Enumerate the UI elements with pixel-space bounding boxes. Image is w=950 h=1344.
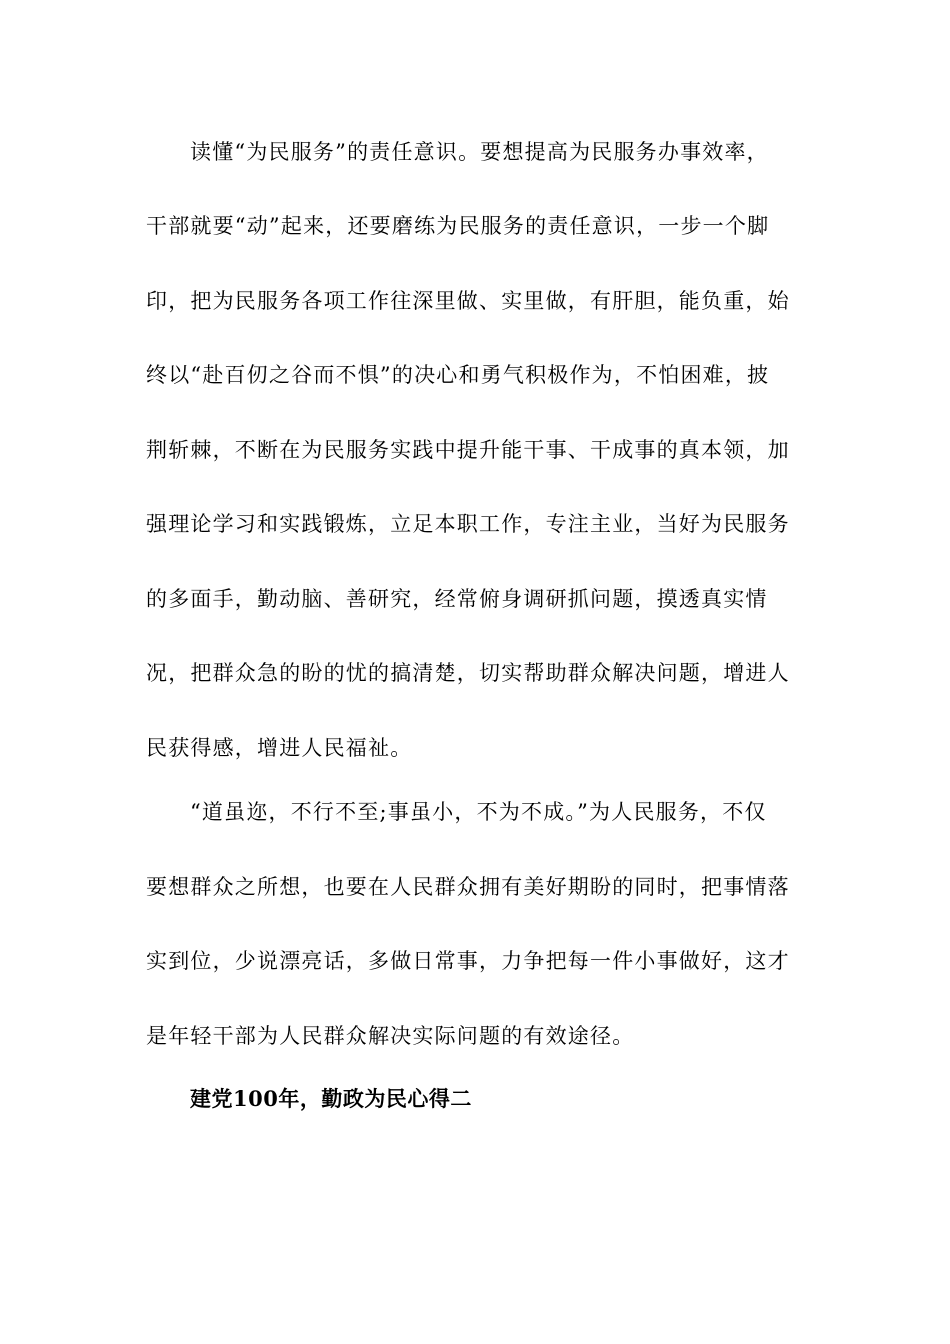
text-line: 是年轻干部为人民群众解决实际问题的有效途径。	[146, 1024, 635, 1048]
text-line: “道虽迩，不行不至;事虽小，不为不成。”为人民服务，不仅	[190, 800, 767, 824]
text-line: 印，把为民服务各项工作往深里做、实里做，有肝胆，能负重，始	[146, 289, 790, 313]
text-line: 民获得感，增进人民福祉。	[146, 736, 413, 760]
text-line: 况，把群众急的盼的忧的搞清楚，切实帮助群众解决问题，增进人	[146, 661, 790, 685]
text-line: 终以“赴百仞之谷而不惧”的决心和勇气积极作为，不怕困难，披	[146, 363, 770, 387]
text-line: 干部就要“动”起来，还要磨练为民服务的责任意识，一步一个脚	[146, 214, 770, 238]
section-heading: 建党100年，勤政为民心得二	[190, 1086, 472, 1111]
text-line: 的多面手，勤动脑、善研究，经常俯身调研抓问题，摸透真实情	[146, 587, 768, 611]
text-line: 荆斩棘，不断在为民服务实践中提升能干事、干成事的真本领，加	[146, 438, 790, 462]
text-line: 要想群众之所想，也要在人民群众拥有美好期盼的同时，把事情落	[146, 875, 790, 899]
text-line: 实到位，少说漂亮话，多做日常事，力争把每一件小事做好，这才	[146, 949, 790, 973]
text-line: 强理论学习和实践锻炼，立足本职工作，专注主业，当好为民服务	[146, 512, 790, 536]
text-line: 读懂“为民服务”的责任意识。要想提高为民服务办事效率，	[190, 140, 769, 164]
